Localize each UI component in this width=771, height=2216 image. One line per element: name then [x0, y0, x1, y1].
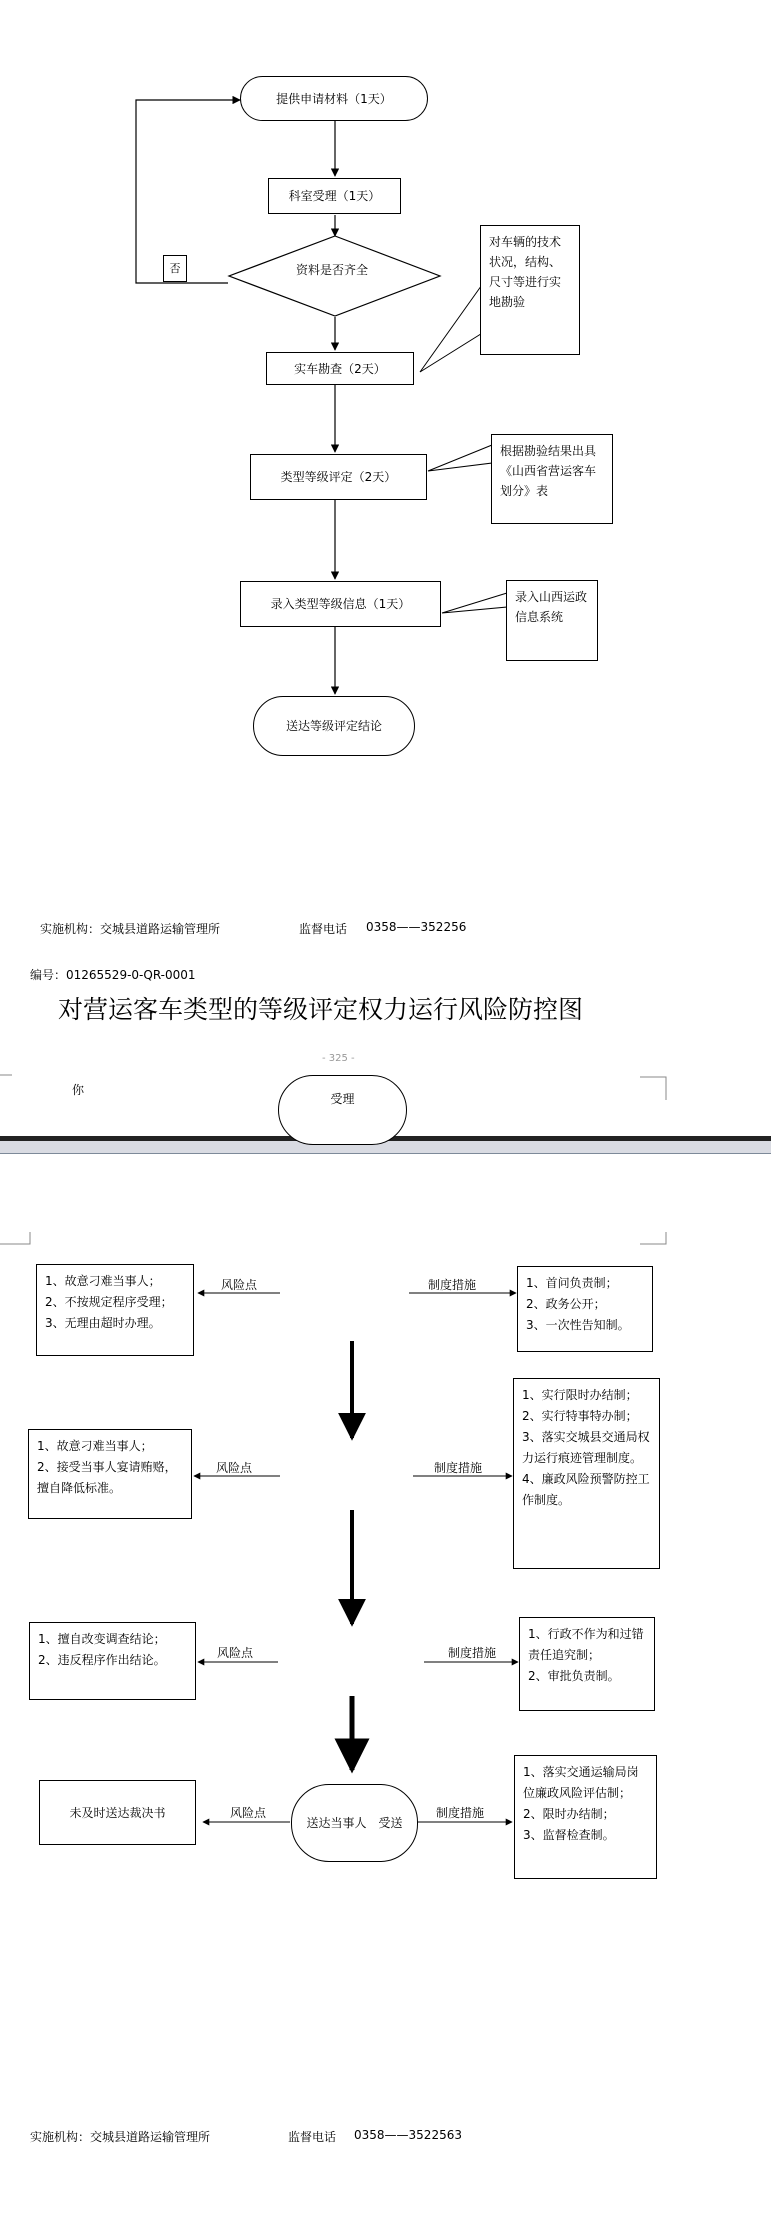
arrow-no-loop — [136, 100, 240, 283]
measure-item: 4、廉政风险预警防控工作制度。 — [522, 1472, 650, 1507]
measure-item: 3、一次性告知制。 — [526, 1318, 630, 1332]
measure-label-4: 制度措施 — [436, 1806, 485, 1820]
risk-box-2 — [28, 1429, 192, 1519]
note-text: 根据勘验结果出具《山西省营运客车划分》表 — [500, 444, 597, 498]
decision-label: 资料是否齐全 — [296, 263, 369, 277]
measure-box-2 — [513, 1378, 660, 1569]
risk-item: 1、故意刁难当事人； — [37, 1439, 153, 1453]
measure-item: 1、行政不作为和过错责任追究制； — [528, 1627, 644, 1662]
measure-box-4 — [514, 1755, 657, 1879]
risk-label-1: 风险点 — [221, 1278, 258, 1292]
risk-label-3: 风险点 — [217, 1646, 254, 1660]
measure-label-3: 制度措施 — [448, 1646, 497, 1660]
footer-phone-label: 监督电话 — [299, 922, 348, 936]
page-number: - 325 - — [322, 1053, 355, 1064]
no-label: 否 — [169, 261, 181, 275]
measure-item: 1、落实交通运输局岗位廉政风险评估制； — [523, 1765, 639, 1800]
flow-node-label: 提供申请材料（1天） — [276, 91, 392, 106]
note-inspection — [480, 225, 580, 355]
flow-node-vehicle-inspection — [266, 352, 414, 385]
stray-char: 你 — [72, 1083, 85, 1097]
measure-item: 1、实行限时办结制； — [522, 1388, 638, 1402]
deliver-party-label: 送达当事人 受送 — [306, 1816, 403, 1830]
risk-item: 1、故意刁难当事人； — [45, 1274, 161, 1288]
measure-item: 2、限时办结制； — [523, 1807, 615, 1821]
risk-box-3 — [29, 1622, 196, 1700]
measure-box-3 — [519, 1617, 655, 1711]
risk-item: 2、不按规定程序受理； — [45, 1295, 173, 1309]
footer2-phone-label: 监督电话 — [288, 2130, 337, 2144]
flow-node-label: 科室受理（1天） — [288, 189, 381, 203]
deliver-party-node — [291, 1784, 418, 1862]
footer2-phone: 0358——3522563 — [354, 2128, 462, 2142]
flow-node-office-accept — [268, 178, 401, 214]
page-gap — [0, 1141, 771, 1153]
risk-item: 3、无理由超时办理。 — [45, 1316, 161, 1330]
risk-box-4 — [39, 1780, 196, 1845]
no-label-box — [163, 255, 187, 282]
note-text: 录入山西运政信息系统 — [515, 590, 588, 624]
flow-node-submit-materials — [240, 76, 428, 121]
flow-node-label: 录入类型等级信息（1天） — [270, 597, 411, 611]
doc-code: 编号：01265529-0-QR-0001 — [30, 968, 196, 982]
doc-title: 对营运客车类型的等级评定权力运行风险防控图 — [58, 995, 584, 1024]
measure-box-1 — [517, 1266, 653, 1352]
risk-label-2: 风险点 — [216, 1461, 253, 1475]
callout-tail-3 — [442, 593, 507, 613]
flow-node-label: 实车勘查（2天） — [294, 361, 386, 376]
crop-marks-bottom — [0, 1232, 666, 1244]
measure-item: 1、首问负责制； — [526, 1276, 618, 1290]
measure-label-2: 制度措施 — [434, 1461, 483, 1475]
flow-node-enter-grade-info — [240, 581, 441, 627]
risk-box-1 — [36, 1264, 194, 1356]
accept-node — [278, 1075, 407, 1145]
callout-tail-2 — [428, 445, 492, 471]
flow-node-label: 类型等级评定（2天） — [280, 470, 397, 484]
risk-label-4: 风险点 — [230, 1806, 267, 1820]
risk-item: 2、违反程序作出结论。 — [38, 1653, 166, 1667]
note-text: 对车辆的技术状况，结构、尺寸等进行实地勘验 — [489, 235, 562, 309]
note-info-system — [506, 580, 598, 661]
measure-label-1: 制度措施 — [428, 1278, 477, 1292]
flow-node-type-grade-rating — [250, 454, 427, 500]
risk-item: 1、擅自改变调查结论； — [38, 1632, 166, 1646]
footer2-org: 实施机构：交城县道路运输管理所 — [30, 2130, 211, 2144]
flow-node-label: 送达等级评定结论 — [285, 719, 382, 733]
callout-tail-1 — [420, 282, 484, 372]
note-grade-table — [491, 434, 613, 524]
measure-item: 2、政务公开； — [526, 1297, 606, 1311]
measure-item: 3、监督检查制。 — [523, 1828, 615, 1842]
accept-label: 受理 — [330, 1092, 355, 1106]
footer-phone: 0358——352256 — [366, 920, 467, 934]
measure-item: 2、实行特事特办制； — [522, 1409, 638, 1423]
risk-item: 未及时送达裁决书 — [69, 1805, 166, 1820]
footer-org: 实施机构：交城县道路运输管理所 — [40, 922, 221, 936]
flow-node-deliver-conclusion — [253, 696, 415, 756]
measure-item: 2、审批负责制。 — [528, 1669, 620, 1683]
risk-item: 2、接受当事人宴请贿赂，擅自降低标准。 — [37, 1460, 177, 1495]
measure-item: 3、落实交城县交通局权力运行痕迹管理制度。 — [522, 1430, 650, 1465]
